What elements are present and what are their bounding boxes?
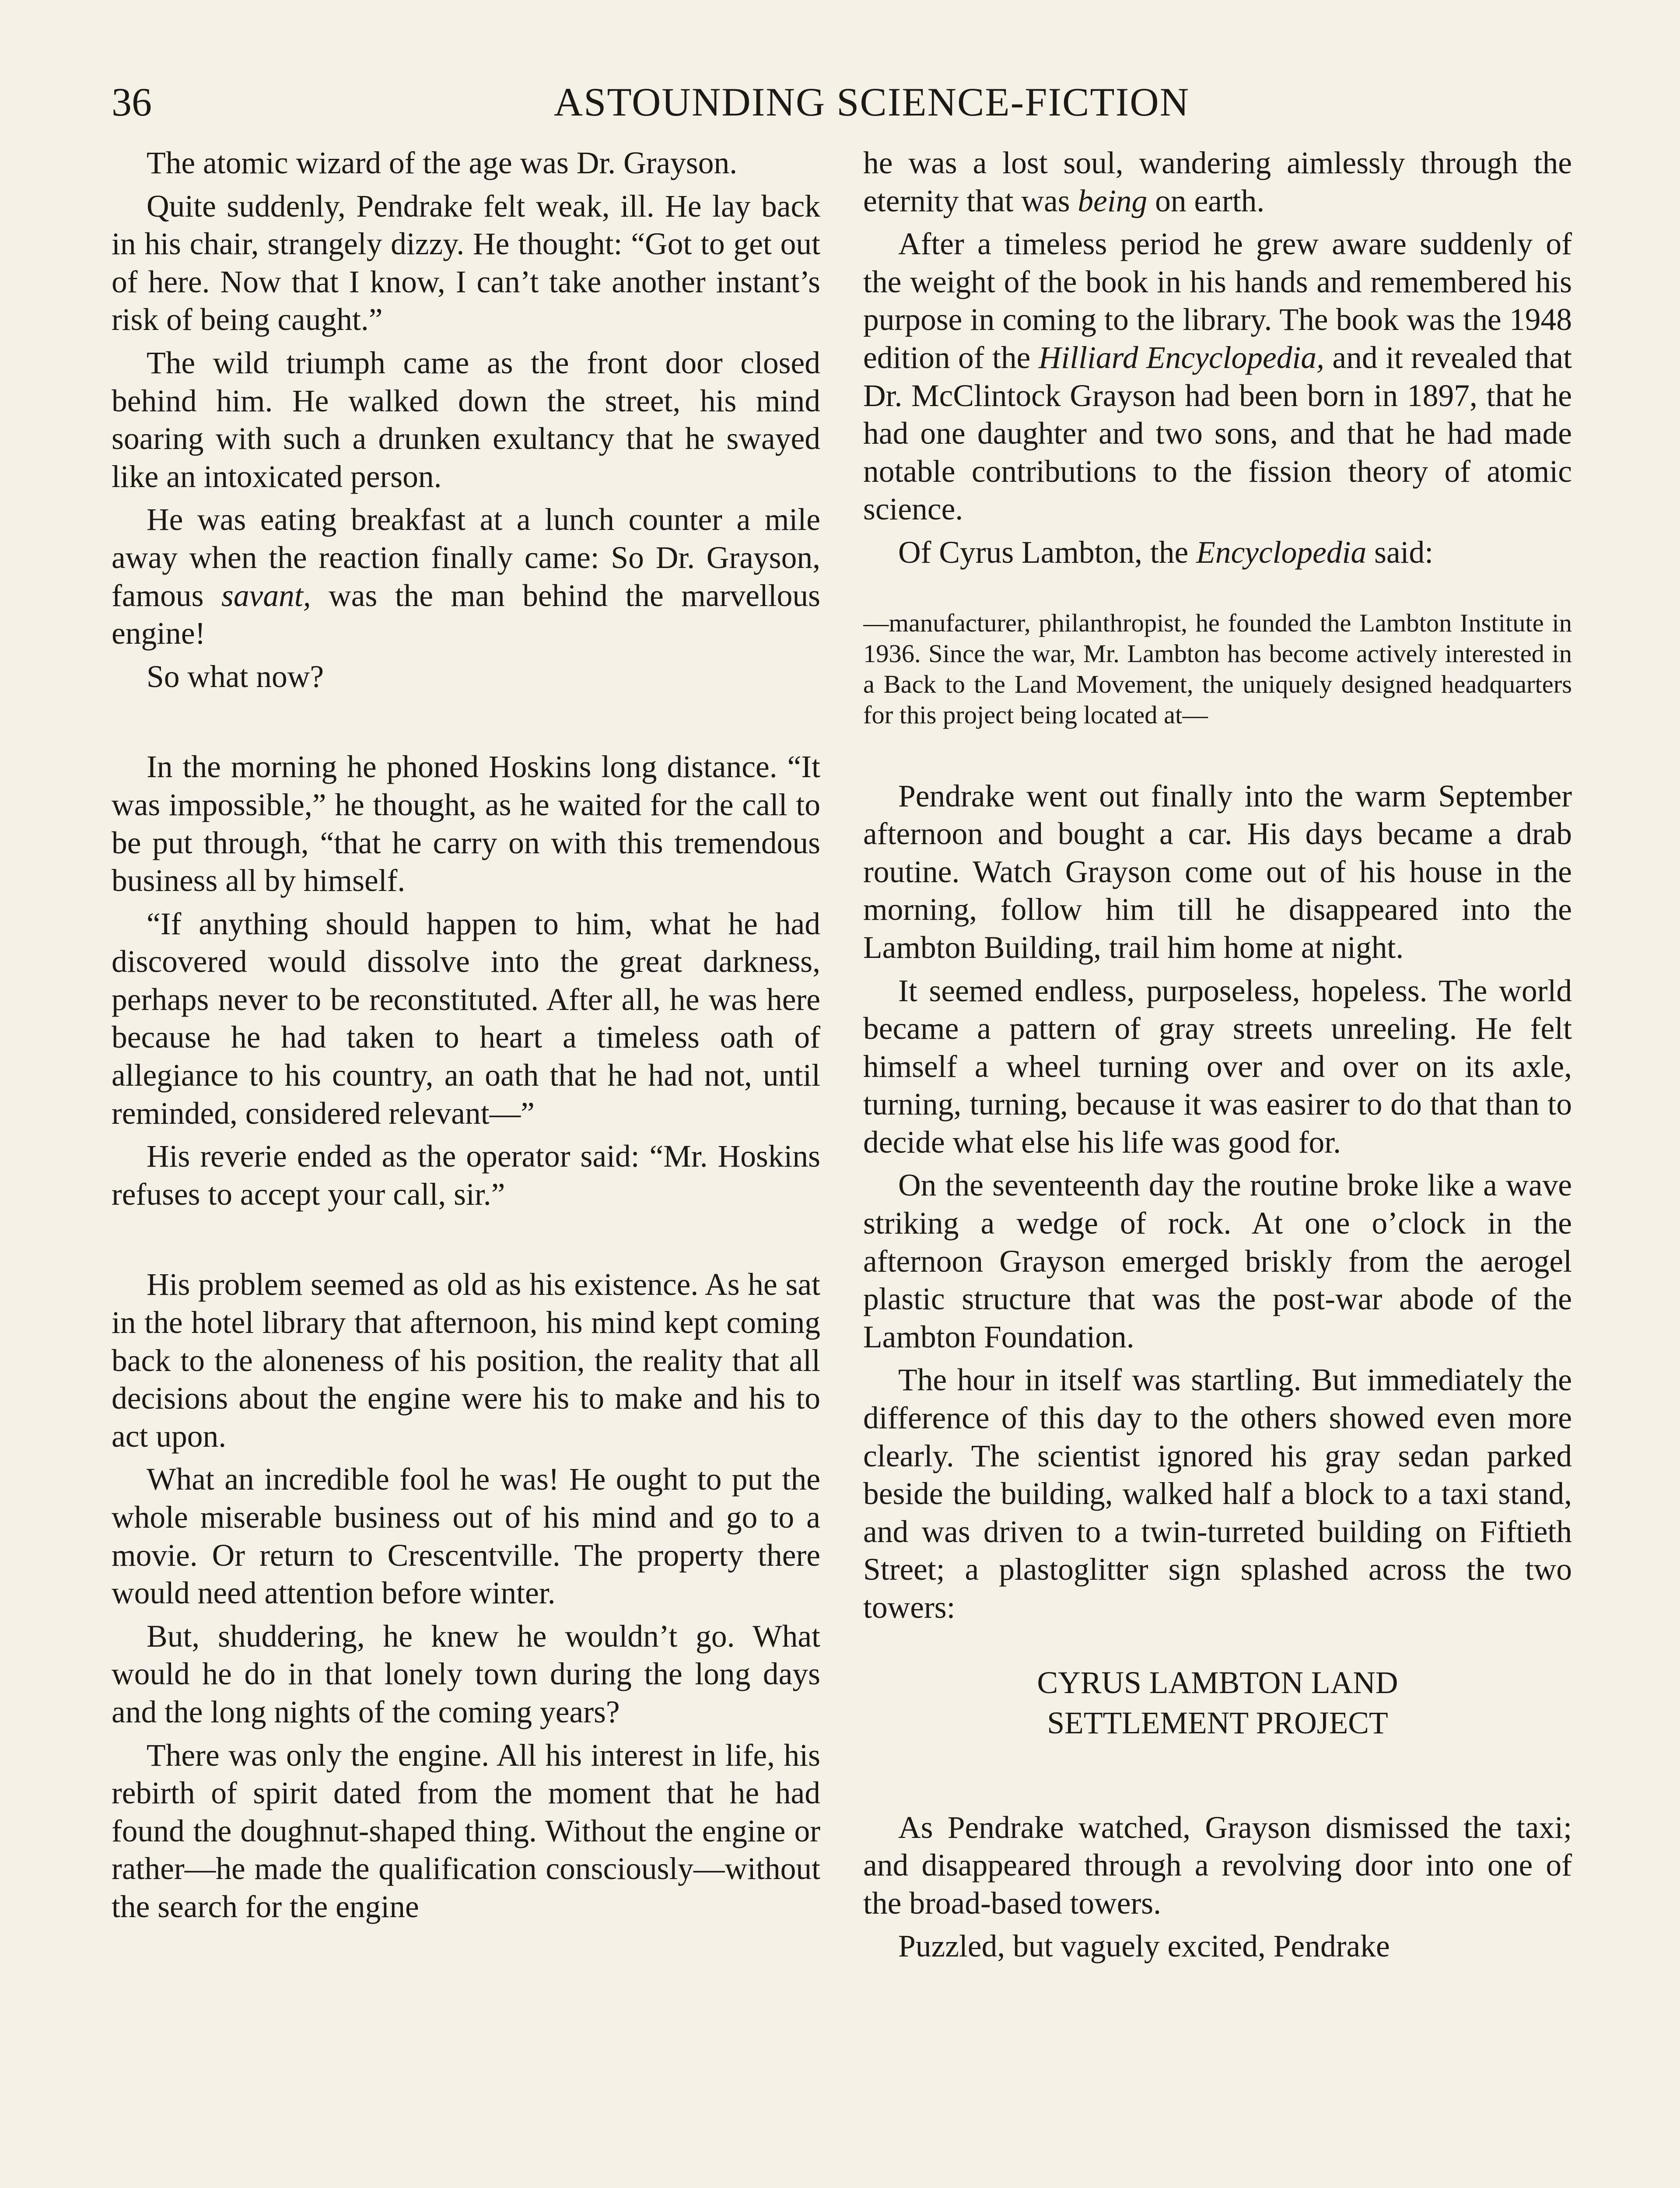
paragraph <box>112 501 820 652</box>
paragraph: His problem seemed as old as his existence. As he sat in the hotel library that afternoon, his mind kept coming back to the aloneness of his position, the reality that all decisions about the engine were his to make and his to act upon. <box>112 1267 820 1454</box>
paragraph <box>863 534 1572 572</box>
text-run: said: <box>1366 535 1434 570</box>
italic-text: Hilliard Encyclopedia, <box>1038 340 1324 375</box>
paragraph: What an incredible fool he was! He ought to put the whole miserable business out of his mind and go to a movie. Or return to Crescentville. The property there would need attention before winter. <box>112 1462 820 1611</box>
left-column <box>112 144 820 2188</box>
paragraph: There was only the engine. All his interest in life, his rebirth of spirit dated from the moment that he had found the doughnut-shaped thing. Without the engine or rather—he made the qualification consciously—without the search for the engine <box>112 1738 820 1924</box>
spacer <box>863 1632 1572 1663</box>
paragraph: In the morning he phoned Hoskins long distance. “It was impossible,” he thought, as he waited for the call to be put through, “that he carry on with this tremendous business all by himself. <box>112 750 820 898</box>
italic-text: being <box>1078 183 1148 218</box>
paragraph: Puzzled, but vaguely excited, Pendrake <box>898 1929 1390 1964</box>
section-break <box>112 1219 820 1266</box>
paragraph: But, shuddering, he knew he wouldn’t go. What would he do in that lonely town during the long days and the long nights of the coming years? <box>112 1619 820 1729</box>
running-head <box>112 78 1562 126</box>
paragraph: So what now? <box>147 659 324 694</box>
section-break <box>112 701 820 748</box>
text-run: he was a lost soul, wandering aimlessly through the eternity that was <box>863 146 1572 218</box>
italic-text: savant, <box>221 578 311 613</box>
text-run: Of Cyrus Lambton, the <box>898 535 1197 570</box>
paragraph <box>863 225 1572 529</box>
paragraph: The hour in itself was startling. But immediately the difference of this day to the others showed even more clearly. The scientist ignored his gray sedan parked beside the building, walked half a block to a taxi stand, and was driven to a twin-turreted building on Fiftieth Street; a plastoglitter sign splashed across the two towers: <box>863 1363 1572 1625</box>
spacer <box>863 577 1572 608</box>
paragraph <box>863 144 1572 220</box>
text-run: After a timeless period he grew aware suddenly of the weight of the book in his hands and remembered his purpose in coming to the library. The book was the 1948 edition of the <box>863 227 1572 375</box>
text-run: He was eating breakfast at a lunch counter a mile away when the reaction finally came: So Dr. Grayson, famous <box>112 502 820 613</box>
paragraph: The wild triumph came as the front door closed behind him. He walked down the street, his mind soaring with such a drunken exultancy that he swayed like an intoxicated person. <box>112 345 820 494</box>
paragraph: “If anything should happen to him, what he had discovered would dissolve into the great darkness, perhaps never to be reconstituted. After all, he was here because he had taken to heart a timeless oath of allegiance to his country, an oath that he had not, until reminded, considered relevant—” <box>112 906 820 1131</box>
text-run: and it revealed that Dr. McClintock Grayson had been born in 1897, that he had one daughter and two sons, and that he had made notable contributions to the fission theory of atomic science. <box>863 340 1572 527</box>
paragraph: Quite suddenly, Pendrake felt weak, ill. He lay back in his chair, strangely dizzy. He thought: “Got to get out of here. Now that I know, I can’t take another instant’s risk of being caught.” <box>112 189 820 337</box>
sign-text-line: SETTLEMENT PROJECT <box>1047 1705 1388 1740</box>
paragraph: Pendrake went out finally into the warm September afternoon and bought a car. His days became a drab routine. Watch Grayson come out of his house in the morning, follow him till he disappeared into the Lambton Building, trail him home at night. <box>863 778 1572 965</box>
paragraph: As Pendrake watched, Grayson dismissed the taxi; and disappeared through a revolving door into one of the broad-based towers. <box>863 1810 1572 1921</box>
paragraph: His reverie ended as the operator said: “Mr. Hoskins refuses to accept your call, sir.” <box>112 1139 820 1212</box>
right-column <box>863 144 1572 2188</box>
paragraph: The atomic wizard of the age was Dr. Grayson. <box>147 146 738 180</box>
page-number: 36 <box>112 80 152 124</box>
paragraph: It seemed endless, purposeless, hopeless. The world became a pattern of gray streets unreeling. He felt himself a wheel turning over and over on its axle, turning, turning, because it was easirer to do that than to decide what else his life was good for. <box>863 973 1572 1160</box>
text-run: on earth. <box>1147 183 1265 218</box>
paragraph: On the seventeenth day the routine broke like a wave striking a wedge of rock. At one o’clock in the afternoon Grayson emerged briskly from the aerogel plastic structure that was the post-war abode of the Lambton Foundation. <box>863 1168 1572 1354</box>
italic-text: Encyclopedia <box>1196 535 1367 570</box>
encyclopedia-quote: —manufacturer, philanthropist, he founded the Lambton Institute in 1936. Since the war, Mr. Lambton has become actively interested in a Back to the Land Movement, the uniquely designed headquarters for this project being located at— <box>863 608 1572 729</box>
section-break <box>863 1743 1572 1809</box>
sign-text-line: CYRUS LAMBTON LAND <box>1037 1665 1398 1700</box>
journal-title: ASTOUNDING SCIENCE-FICTION <box>553 80 1190 124</box>
text-run: was the man behind the marvellous engine! <box>112 578 820 651</box>
section-break <box>863 730 1572 778</box>
